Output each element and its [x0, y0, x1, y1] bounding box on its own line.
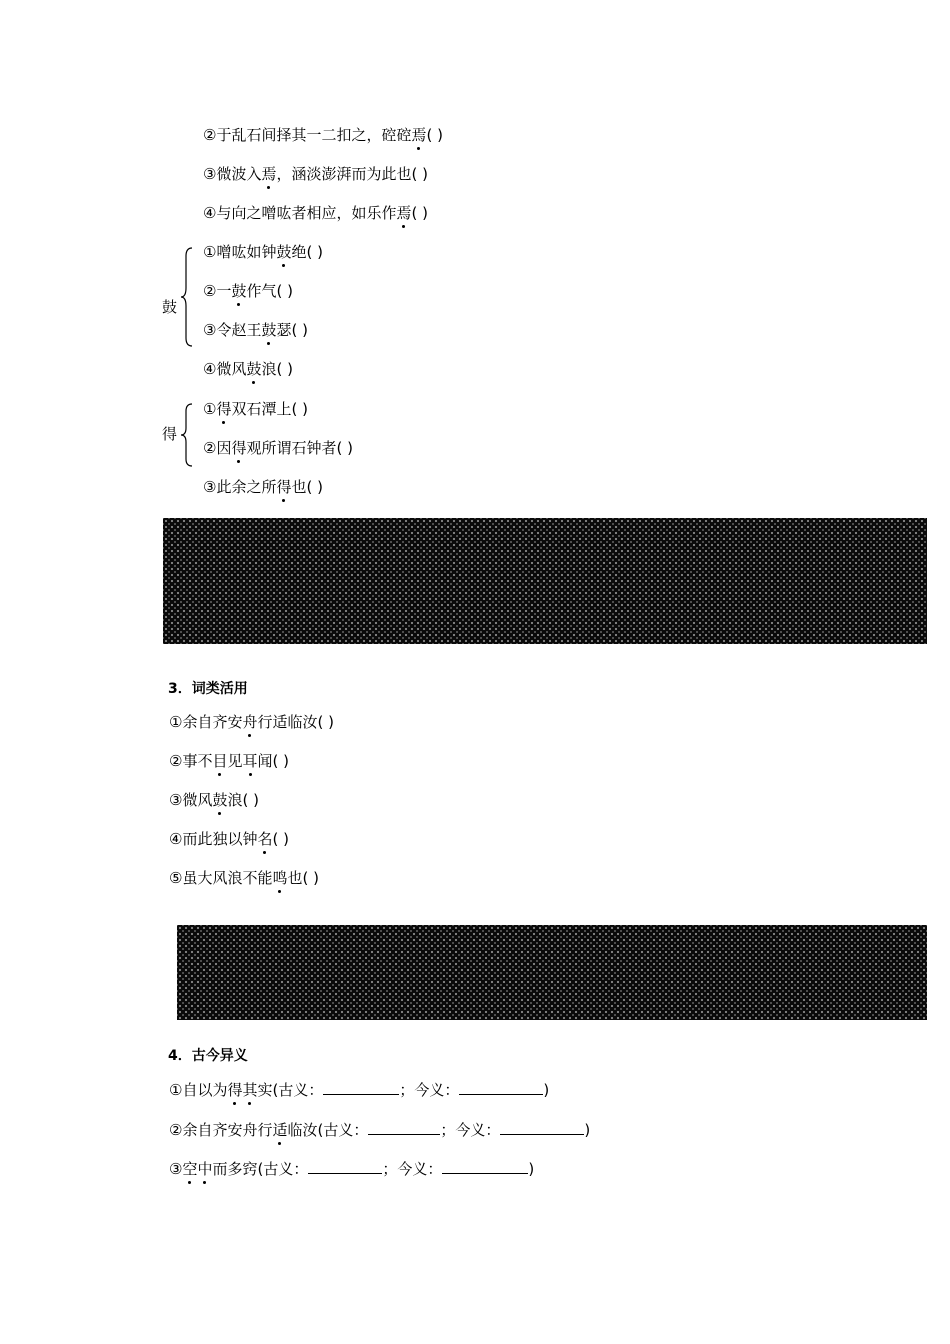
item-number: ②	[169, 752, 183, 770]
item-text: 观所谓石钟者( )	[246, 439, 353, 457]
item-text: ( )	[272, 830, 289, 848]
emphasis-char: 其	[242, 1081, 258, 1099]
separator-text: ；今义：	[382, 1160, 443, 1178]
item-text: 自以为	[182, 1081, 228, 1099]
emphasis-char: 舟	[242, 713, 258, 731]
item-text: 一	[216, 282, 232, 300]
item-text: 事不	[182, 752, 213, 770]
item-text: 微波入	[216, 165, 262, 183]
ancient-meaning-blank[interactable]	[323, 1080, 399, 1095]
emphasis-char: 鼓	[231, 282, 247, 300]
yan-item-2	[203, 125, 443, 145]
section-4-item-2	[169, 1120, 590, 1140]
yan-item-3	[203, 164, 428, 184]
emphasis-char: 鼓	[276, 243, 292, 261]
modern-meaning-blank[interactable]	[500, 1120, 584, 1135]
de-group-label: 得	[162, 425, 178, 443]
closing-paren: )	[543, 1081, 550, 1099]
emphasis-char: 中	[197, 1160, 213, 1178]
emphasis-char: 目	[212, 752, 228, 770]
yan-item-4	[203, 203, 428, 223]
emphasis-char: 空	[182, 1160, 198, 1178]
de-brace-icon	[178, 402, 194, 468]
de-item-1	[203, 399, 308, 419]
item-number: ③	[203, 321, 217, 339]
gu-item-4	[203, 359, 293, 379]
section-4-item-3	[169, 1159, 534, 1179]
section-4-heading: 4．古今异义	[168, 1048, 248, 1064]
section-3-item-1	[169, 712, 334, 732]
emphasis-char: 焉	[396, 204, 412, 222]
emphasis-char: 鼓	[246, 360, 262, 378]
emphasis-char: 鼓	[261, 321, 277, 339]
gu-group-label: 鼓	[162, 298, 178, 316]
emphasis-char: 名	[257, 830, 273, 848]
answer-paren: ( )	[426, 126, 443, 144]
emphasis-char: 耳	[242, 752, 258, 770]
item-text: 见	[227, 752, 243, 770]
emphasis-char: 适	[272, 1121, 288, 1139]
separator-text: ；今义：	[399, 1081, 460, 1099]
item-text: ，涵淡澎湃而为此也( )	[276, 165, 428, 183]
item-text: 也( )	[287, 869, 319, 887]
item-text: 微风	[182, 791, 213, 809]
item-number: ④	[169, 830, 183, 848]
item-number: ④	[203, 360, 217, 378]
redacted-answer-block	[163, 518, 927, 644]
modern-meaning-blank[interactable]	[442, 1159, 528, 1174]
item-text: 于乱石间择其一二扣之，硿硿	[216, 126, 412, 144]
section-3-item-2	[169, 751, 289, 771]
item-text: 余自齐安舟行	[182, 1121, 273, 1139]
item-number: ②	[203, 282, 217, 300]
gu-item-1	[203, 242, 323, 262]
answer-paren: ( )	[411, 204, 428, 222]
item-text: 虽大风浪不能	[182, 869, 273, 887]
item-text: 余自齐安	[182, 713, 243, 731]
item-text: 瑟( )	[276, 321, 308, 339]
item-number: ③	[203, 478, 217, 496]
item-number: ①	[203, 243, 217, 261]
de-item-2	[203, 438, 353, 458]
item-text: 也( )	[291, 478, 323, 496]
emphasis-char: 得	[216, 400, 232, 418]
item-text: 临汝(古义：	[287, 1121, 369, 1139]
item-text: 因	[216, 439, 232, 457]
item-text: 此余之所	[216, 478, 277, 496]
item-text: 微风	[216, 360, 247, 378]
item-text: 而此独以钟	[182, 830, 258, 848]
item-text: 双石潭上( )	[231, 400, 308, 418]
item-text: 实(古义：	[257, 1081, 324, 1099]
closing-paren: )	[584, 1121, 591, 1139]
emphasis-char: 鸣	[272, 869, 288, 887]
ancient-meaning-blank[interactable]	[308, 1159, 382, 1174]
item-number: ②	[203, 439, 217, 457]
section-3-item-5	[169, 868, 319, 888]
item-text: 噌吰如钟	[216, 243, 277, 261]
item-text: 绝( )	[291, 243, 323, 261]
item-text: 与向之噌吰者相应，如乐作	[216, 204, 397, 222]
redacted-answer-block	[177, 925, 927, 1020]
emphasis-char: 得	[231, 439, 247, 457]
de-item-3	[203, 477, 323, 497]
item-text: 闻( )	[257, 752, 289, 770]
gu-brace-icon	[178, 246, 194, 348]
gu-item-2	[203, 281, 293, 301]
closing-paren: )	[528, 1160, 535, 1178]
section-3-heading: 3．词类活用	[168, 681, 248, 697]
item-number: ①	[169, 1081, 183, 1099]
emphasis-char: 焉	[411, 126, 427, 144]
item-text: 令赵王	[216, 321, 262, 339]
item-number: ③	[169, 1160, 183, 1178]
separator-text: ；今义：	[440, 1121, 501, 1139]
item-number: ④	[203, 204, 217, 222]
item-number: ⑤	[169, 869, 183, 887]
emphasis-char: 得	[227, 1081, 243, 1099]
emphasis-char: 得	[276, 478, 292, 496]
emphasis-char: 焉	[261, 165, 277, 183]
item-text: 作气( )	[246, 282, 293, 300]
ancient-meaning-blank[interactable]	[368, 1120, 440, 1135]
item-number: ③	[169, 791, 183, 809]
section-3-item-3	[169, 790, 259, 810]
item-number: ①	[169, 713, 183, 731]
item-number: ③	[203, 165, 217, 183]
section-3-item-4	[169, 829, 289, 849]
item-number: ②	[169, 1121, 183, 1139]
item-number: ②	[203, 126, 217, 144]
emphasis-char: 鼓	[212, 791, 228, 809]
modern-meaning-blank[interactable]	[459, 1080, 543, 1095]
item-text: 行适临汝( )	[257, 713, 334, 731]
item-text: 而多窍(古义：	[212, 1160, 309, 1178]
item-text: 浪( )	[227, 791, 259, 809]
item-number: ①	[203, 400, 217, 418]
gu-item-3	[203, 320, 308, 340]
section-4-item-1	[169, 1080, 549, 1100]
item-text: 浪( )	[261, 360, 293, 378]
